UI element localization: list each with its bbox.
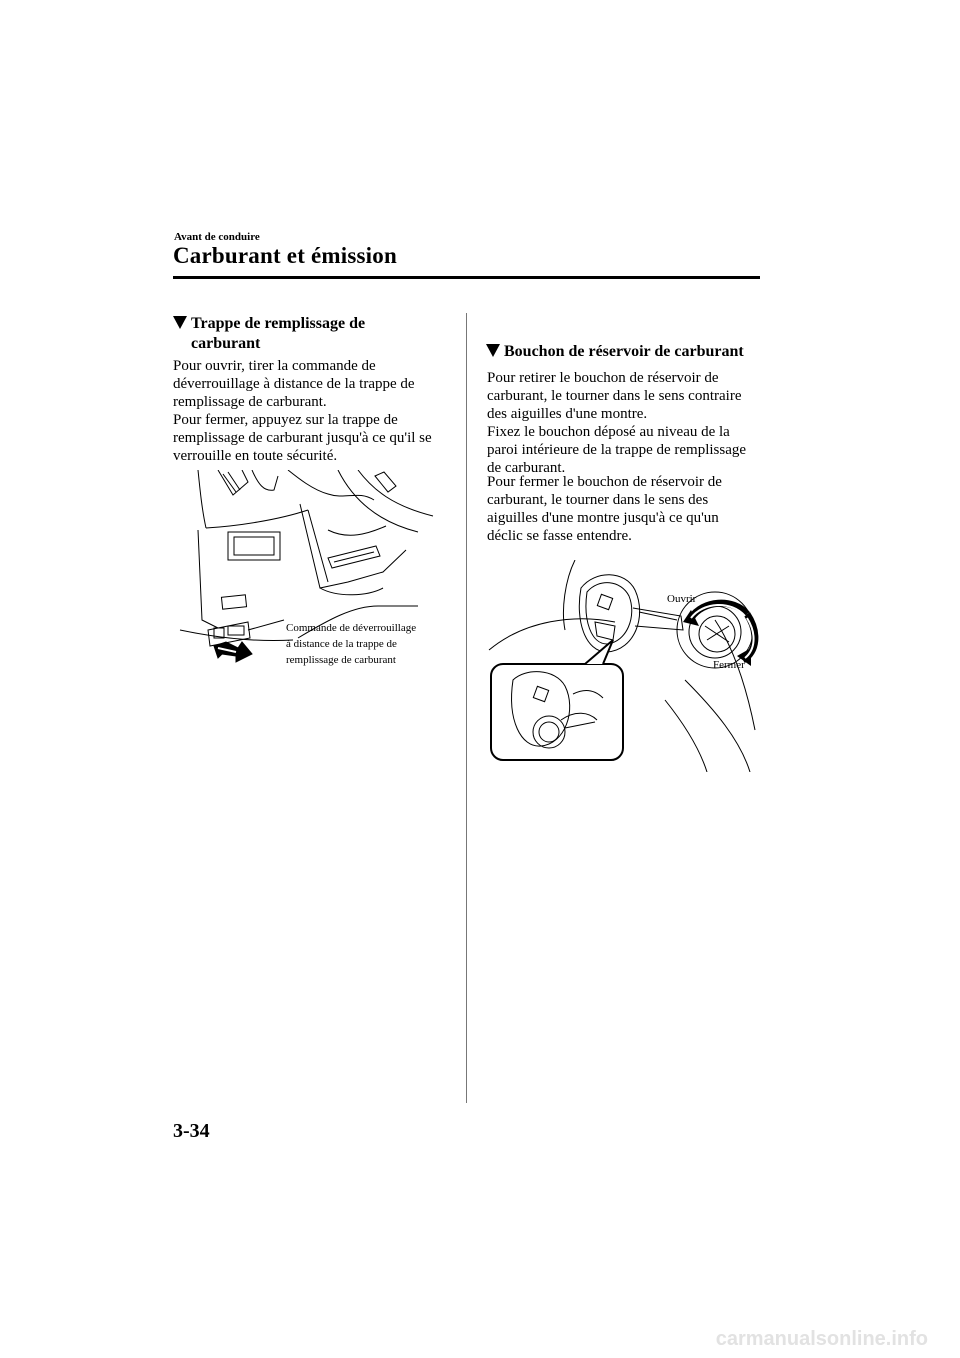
left-heading — [173, 314, 365, 354]
close-direction-label: Fermer — [713, 659, 745, 671]
page-title: Carburant et émission — [173, 243, 397, 268]
right-body-line: Pour fermer le bouchon de réservoir de — [487, 474, 722, 490]
left-body-line: déverrouillage à distance de la trappe de — [173, 376, 415, 392]
left-heading-line-1: Trappe de remplissage de — [191, 315, 366, 332]
section-label: Avant de conduire — [174, 231, 260, 243]
right-body-line: des aiguilles d'une montre. — [487, 406, 648, 422]
left-body — [173, 357, 432, 465]
right-body-line: Pour retirer le bouchon de réservoir de — [487, 370, 719, 386]
section-marker-icon — [173, 316, 187, 329]
left-body-line: Pour fermer, appuyez sur la trappe de — [173, 412, 398, 428]
title-rule — [173, 276, 760, 279]
open-direction-label: Ouvrir — [667, 593, 697, 605]
right-heading-text: Bouchon de réservoir de carburant — [504, 343, 744, 360]
right-para-1 — [487, 369, 746, 477]
right-body-line: paroi intérieure de la trappe de remplissage — [487, 442, 747, 458]
right-body-line: aiguilles d'une montre jusqu'à ce qu'un — [487, 510, 719, 526]
column-divider — [466, 313, 467, 1103]
right-para-2 — [487, 473, 722, 545]
right-body-line: Fixez le bouchon déposé au niveau de la — [487, 424, 730, 440]
left-body-line: verrouille en toute sécurité. — [173, 448, 338, 464]
right-heading — [486, 342, 744, 362]
watermark: carmanualsonline.info — [715, 1328, 928, 1350]
left-body-line: Pour ouvrir, tirer la commande de — [173, 358, 376, 374]
right-body-line: carburant, le tourner dans le sens contraire — [487, 388, 742, 404]
right-body-line: déclic se fasse entendre. — [487, 528, 632, 544]
right-body-line: de carburant. — [487, 460, 566, 476]
release-lever-callout — [286, 620, 416, 668]
left-body-line: remplissage de carburant jusqu'à ce qu'il se — [173, 430, 432, 446]
section-marker-icon — [486, 344, 500, 357]
left-body-line: remplissage de carburant. — [173, 394, 327, 410]
callout-line: à distance de la trappe de — [286, 638, 397, 650]
right-body-line: carburant, le tourner dans le sens des — [487, 492, 709, 508]
page-number: 3-34 — [173, 1120, 210, 1142]
callout-line: Commande de déverrouillage — [286, 622, 417, 634]
callout-line: remplissage de carburant — [286, 654, 396, 666]
left-heading-line-2: carburant — [191, 335, 261, 352]
